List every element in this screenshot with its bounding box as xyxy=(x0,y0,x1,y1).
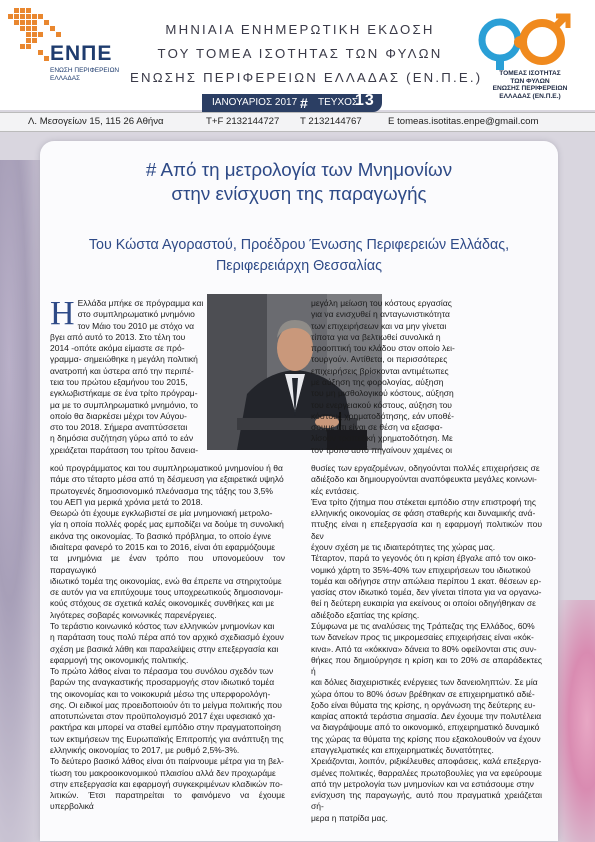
text-line: Χρειάζονται, λοιπόν, ριξικέλευθες αποφάσεις, καλά επεξεργα- xyxy=(311,756,542,767)
article-byline xyxy=(40,235,558,277)
map-dot xyxy=(32,38,37,43)
title-line-2: ΤΟΥ ΤΟΜΕΑ ΙΣΟΤΗΤΑΣ ΤΩΝ ΦΥΛΩΝ xyxy=(157,46,443,61)
text-line: επαγγελματικές και επιχειρηματικές δυνατότητες. xyxy=(311,745,494,756)
text-line: Το πρώτο λάθος είναι το πέρασμα του συνόλου σχεδόν των xyxy=(50,666,274,677)
text-line: γραμμα- σημειώθηκε η μεγάλη πολιτική xyxy=(50,354,198,365)
text-line: και δόλιες διαχειριστικές ενέργειες των δανειοληπτών. Σε μία xyxy=(311,677,538,688)
text-line: μα με το συμπληρωματικό μνημόνιο, το xyxy=(50,399,198,410)
map-dot xyxy=(26,32,31,37)
text-line: πάμε στο τέταρτο μέσα από τη δέσμευση για εξαιρετικά υψηλό xyxy=(50,474,284,485)
logo-right-line-1: ΤΟΜΕΑΣ ΙΣΟΤΗΤΑΣ xyxy=(499,70,561,77)
text-line: των επιχειρήσεων και να μην γίνεται xyxy=(311,320,447,331)
text-line: ελληνικής οικονομίας το 2017, με ρυθμό 2,5%-3%. xyxy=(50,745,240,756)
logo-right-line-4: ΕΛΛΑΔΑΣ (ΕΝ.Π.Ε.) xyxy=(499,92,561,100)
map-dot xyxy=(20,26,25,31)
text-line: καιρίας αποκτά τεράστια σημασία. Δεν έχουμε την πολυτέλεια xyxy=(311,711,542,722)
map-dot xyxy=(26,38,31,43)
text-line: πτυξης είναι η επεξεργασία και η εφαρμογή πολιτικών που δεν xyxy=(311,519,542,541)
col2-bottom-lines xyxy=(311,463,542,824)
map-dot xyxy=(38,50,43,55)
col2-top-lines xyxy=(311,298,542,456)
text-line: βαρών της αναγκαστικής προσαρμογής στον ιδιωτικό τομέα xyxy=(50,677,275,688)
text-line: ξοδο είναι θύματα της κρίσης, η οργάνωση της δεύτερης ευ- xyxy=(311,699,536,710)
text-line: λίσουν τραπεζική χρηματοδότηση. Με xyxy=(311,433,453,444)
text-line: σουμε ότι είναι σε θέση να εξασφα- xyxy=(311,422,443,433)
text-line: σε αυτόν για να επιτύχουμε τους υποχρεωτικούς δημοσιονομι- xyxy=(50,587,284,598)
text-line: η παράταση τους πολύ πέρα από τον αρχικό σχεδιασμό έχουν xyxy=(50,632,284,643)
text-line: τίποτα για να βελτιωθεί συνολικά η xyxy=(311,331,441,342)
article-title xyxy=(40,158,558,206)
article-column-2-top xyxy=(311,298,542,456)
text-line: αδιέξοδο εξαιτίας της κρίσης. xyxy=(311,609,420,620)
text-line: κινα». Από τα «κόκκινα» δάνεια το 80% οφείλονται στις συν- xyxy=(311,643,537,654)
text-line: της χώρας τα θύματα της κρίσης που εξακολουθούν να έχουν xyxy=(311,733,541,744)
map-dot xyxy=(26,14,31,19)
map-dot xyxy=(26,20,31,25)
article-column-2-bottom xyxy=(311,463,542,824)
text-line: 2014 -οπότε ακόμα είμαστε σε πρό- xyxy=(50,343,185,354)
text-line: σης. Οι ειδικοί μας προειδοποιούν ότι το μείγμα πολιτικής που xyxy=(50,699,282,710)
text-line: στο συμπληρωματικό μνημόνιο xyxy=(77,309,195,320)
text-line: ελληνικής οικονομίας σε φάση σταθερής και δυναμικής ανά- xyxy=(311,508,536,519)
text-line: έχουν σχέση με τις ιδιαιτερότητες της χώρας μας. xyxy=(311,541,496,552)
map-dot xyxy=(38,14,43,19)
map-dot xyxy=(38,32,43,37)
map-dot xyxy=(50,26,55,31)
text-line: θεί η δεύτερη ευκαιρία για εκείνους οι οποίοι οδηγήθηκαν σε xyxy=(311,598,536,609)
text-line: γασίας στον ιδιωτικό τομέα, δεν γίνεται τίποτα για να οργανω- xyxy=(311,587,542,598)
dropcap: Η xyxy=(50,295,75,332)
map-dot xyxy=(20,8,25,13)
text-line: κούς στόχους σε σχετικά καλές οικονομικές συνθήκες και με xyxy=(50,598,275,609)
text-line: από την μετρολογία των μνημονίων και να εστιάσουμε στην xyxy=(311,778,534,789)
text-line: τομέα και οδήγησε στην απώλεια περίπου 1 εκατ. θέσεων ερ- xyxy=(311,575,542,586)
text-line: των δανείων προς τις μικρομεσαίες επιχειρήσεις είναι «κόκ- xyxy=(311,632,534,643)
contact-phone: T 2132144767 xyxy=(300,116,362,127)
text-line: ανατροπή και ύστερα από την περιπέ- xyxy=(50,365,194,376)
text-line: χώρα όπου το 80% όσων βρέθηκαν σε επιχειρηματικό αδιέ- xyxy=(311,688,535,699)
text-line: στην επεξεργασία και εφαρμογή συγκεκριμένων κλαδικών πο- xyxy=(50,778,283,789)
contact-phone-fax: T+F 2132144727 xyxy=(206,116,280,127)
map-dot xyxy=(56,32,61,37)
text-line: εφαρμογή της οικονομικής πολιτικής. xyxy=(50,654,189,665)
map-dot xyxy=(32,32,37,37)
map-dot xyxy=(26,44,31,49)
text-line: ρακτήρα και μπορεί να σταθεί εμπόδιο στην πραγματοποίηση xyxy=(50,722,281,733)
text-line: οποίο θα διαρκέσει μέχρι τον Αύγου- xyxy=(50,410,187,421)
gender-equality-logo-text xyxy=(480,70,580,100)
text-line: σχέση με βασικά λάθη και παραλείψεις στην επεξεργασία και xyxy=(50,643,279,654)
text-line: με αύξηση της φορολογίας, αύξηση xyxy=(311,376,444,387)
text-line: τουργούν. Αντίθετα, οι περισσότερες xyxy=(311,354,448,365)
text-line: σμένες πολιτικές, θαρραλέες πρωτοβουλίες για να εφεύρουμε xyxy=(311,767,542,778)
title-line-3: ΕΝΩΣΗΣ ΠΕΡΙΦΕΡΕΙΩΝ ΕΛΛΑΔΑΣ (ΕΝ.Π.Ε.) xyxy=(130,70,483,85)
map-dot xyxy=(8,14,13,19)
text-line: τα μνημόνια με έναν τρόπο που υπονομεύουν τον παραγωγικό xyxy=(50,553,285,575)
text-line: λιτικών. Έτσι παρατηρείται το φαινόμενο να έχουμε υπερβολικά xyxy=(50,790,285,812)
logo-right-line-3: ΕΝΩΣΗΣ ΠΕΡΙΦΕΡΕΙΩΝ xyxy=(492,85,568,92)
map-dot xyxy=(14,14,19,19)
text-line: κού προγράμματος και του συμπληρωματικού μνημονίου ή θα xyxy=(50,463,283,473)
text-line: χρειάζεται παράταση του τρίτου δανεια- xyxy=(50,444,199,455)
map-dot xyxy=(20,20,25,25)
enpe-logo-text: ΕΝΠΕ xyxy=(50,42,113,65)
text-line: να διαγράψουμε από το οικονομικό, επιχειρηματικό δυναμικό xyxy=(311,722,540,733)
decorative-floral-left xyxy=(0,160,45,842)
text-line: ενίσχυση της παραγωγής, αυτό που πραγματικά χρειάζεται σή- xyxy=(311,790,542,812)
map-dot xyxy=(20,14,25,19)
text-line: του μη μισθολογικού κόστους, αύξηση xyxy=(311,388,454,399)
map-dot xyxy=(14,20,19,25)
text-line: Ένα τρίτο ζήτημα που στέκεται εμπόδιο στην επιστροφή της xyxy=(311,496,536,507)
text-line: μεγάλη μείωση του κόστους εργασίας xyxy=(311,298,452,308)
text-line: τεια του πρώτου εξαμήνου του 2015, xyxy=(50,376,188,387)
text-line: θήκες που δημιούργησε η κρίση και το 20% σε απαράδεκτες ή xyxy=(311,654,542,677)
text-line: Τέταρτον, παρά το γεγονός ότι η κρίση έβγαλε από τον οικο- xyxy=(311,553,537,564)
text-line: Θεωρώ ότι έχουμε εγκλωβιστεί σε μία μνημονιακή μετρολο- xyxy=(50,508,273,519)
map-dot xyxy=(44,56,49,61)
contact-email[interactable]: E tomeas.isotitas.enpe@gmail.com xyxy=(388,116,539,127)
text-line: Σύμφωνα με τις αναλύσεις της Τράπεζας της Ελλάδος, 60% xyxy=(311,620,535,631)
contact-bar xyxy=(0,112,595,132)
article-column-1-bottom xyxy=(50,463,285,813)
text-line: κόστους χρηματοδότησης, εάν υποθέ- xyxy=(311,410,454,421)
text-line: αδιέξοδο και δημιουργούνται αναπόφευκτα μεγάλες κοινωνι- xyxy=(311,474,537,485)
map-dot xyxy=(26,26,31,31)
text-line: νομικό χάρτη το 35%-40% των επιχειρήσεων του ιδιωτικού xyxy=(311,564,531,575)
text-line: ιδιαίτερα φανερό το 2015 και το 2016, είναι ότι εφαρμόζουμε xyxy=(50,541,276,552)
map-dot xyxy=(20,44,25,49)
gender-symbols-icon xyxy=(470,12,590,72)
map-dot xyxy=(32,20,37,25)
text-line: επιχειρήσεις βρίσκονται αντιμέτωπες xyxy=(311,365,449,376)
byline-line-2: Περιφερειάρχη Θεσσαλίας xyxy=(215,258,383,274)
issue-bar xyxy=(202,94,382,112)
text-line: λιγότερες σοβαρές κοινωνικές παρενέργειες. xyxy=(50,609,217,620)
title-line-1: ΜΗΝΙΑΙΑ ΕΝΗΜΕΡΩΤΙΚΗ ΕΚΔΟΣΗ xyxy=(165,22,435,37)
issue-number: 13 xyxy=(355,92,375,109)
text-line: στο του 2018. Σήμερα αναπτύσσεται xyxy=(50,422,188,433)
text-line: αποτυπώνεται στον προϋπολογισμό 2017 έχει υφεσιακό χα- xyxy=(50,711,276,722)
map-dot xyxy=(26,8,31,13)
text-line: του ενεργειακού κόστους, αύξηση του xyxy=(311,399,452,410)
gender-equality-sector-logo xyxy=(470,12,590,112)
text-line: γία η οποία πολλές φορές μας εμποδίζει να δούμε τη συνολική xyxy=(50,519,284,530)
text-line: προοπτική του κλάδου στον οποίο λει- xyxy=(311,343,455,354)
enpe-logo-subtitle: ΕΝΩΣΗ ΠΕΡΙΦΕΡΕΙΩΝ ΕΛΛΑΔΑΣ xyxy=(50,67,120,82)
text-line: βγει από αυτό το 2013. Στο τέλη του xyxy=(50,331,186,342)
article-title-line-1: # Από τη μετρολογία των Μνημονίων xyxy=(145,159,453,180)
text-line: τον τρόπο αυτό πηγαίνουν χαμένες οι xyxy=(311,444,453,455)
issue-month: ΙΑΝΟΥΑΡΙΟΣ 2017 xyxy=(212,97,298,108)
hash-icon: # xyxy=(300,95,308,111)
text-line: Το δεύτερο βασικό λάθος είναι ότι παίρνουμε μέτρα για τη βελ- xyxy=(50,756,284,767)
newsletter-title xyxy=(130,18,483,90)
logo-right-line-2: ΤΩΝ ΦΥΛΩΝ xyxy=(510,77,550,85)
decorative-floral-right xyxy=(555,600,595,842)
byline-line-1: Του Κώστα Αγοραστού, Προέδρου Ένωσης Περιφερειών Ελλάδας, xyxy=(88,237,510,253)
text-line: Ελλάδα μπήκε σε πρόγραμμα και xyxy=(77,298,204,308)
text-line: του ΑΕΠ για μερικά χρόνια μετά το 2018. xyxy=(50,496,203,507)
text-line: κές εντάσεις. xyxy=(311,485,360,496)
text-line: της οικονομίας και το νοικοκυριά μέσω της υπερφορολόγη- xyxy=(50,688,271,699)
text-line: θυσίες των εργαζομένων, οδηγούνται πολλές επιχειρήσεις σε xyxy=(311,463,540,473)
map-dot xyxy=(32,14,37,19)
text-line: ιδιωτικό τομέα της οικονομίας, ενώ θα έπρεπε να στηριχτούμε xyxy=(50,575,282,586)
text-line: για να ενισχυθεί η ανταγωνιστικότητα xyxy=(311,309,450,320)
text-line: εικόνα της οικονομίας. Το βασικό πρόβλημα, το οποίο έγινε xyxy=(50,530,272,541)
map-dot xyxy=(44,20,49,25)
masthead xyxy=(0,0,595,110)
text-line: εγκλωβιστήκαμε σε ένα τρίτο πρόγραμ- xyxy=(50,388,198,399)
text-line: τίωση του μακροοικονομικού πλαισίου αλλά δεν προχωράμε xyxy=(50,767,276,778)
enpe-logo xyxy=(8,8,118,88)
text-line: μερα η πατρίδα μας. xyxy=(311,812,388,823)
map-dot xyxy=(14,8,19,13)
text-line: των εκτιμήσεων της Ευρωπαϊκής Επιτροπής για ανάπτυξη της xyxy=(50,733,284,744)
text-line: τον Μάιο του 2010 με στόχο να xyxy=(77,320,194,331)
contact-address: Λ. Μεσογείων 15, 115 26 Αθήνα xyxy=(28,116,164,127)
article-title-line-2: στην ενίσχυση της παραγωγής xyxy=(171,183,427,204)
text-line: Το τεράστιο κοινωνικό κόστος των ελληνικών μνημονίων και xyxy=(50,620,275,631)
text-line: πρωτογενές δημοσιονομικό πλεόνασμα της τάξης του 3,5% xyxy=(50,485,273,496)
text-line: η δημόσια συζήτηση γύρω από το εάν xyxy=(50,433,194,444)
col1-bottom-lines xyxy=(50,463,285,813)
issue-label: ΤΕΥΧΟΣ xyxy=(318,97,359,108)
map-dot xyxy=(32,26,37,31)
